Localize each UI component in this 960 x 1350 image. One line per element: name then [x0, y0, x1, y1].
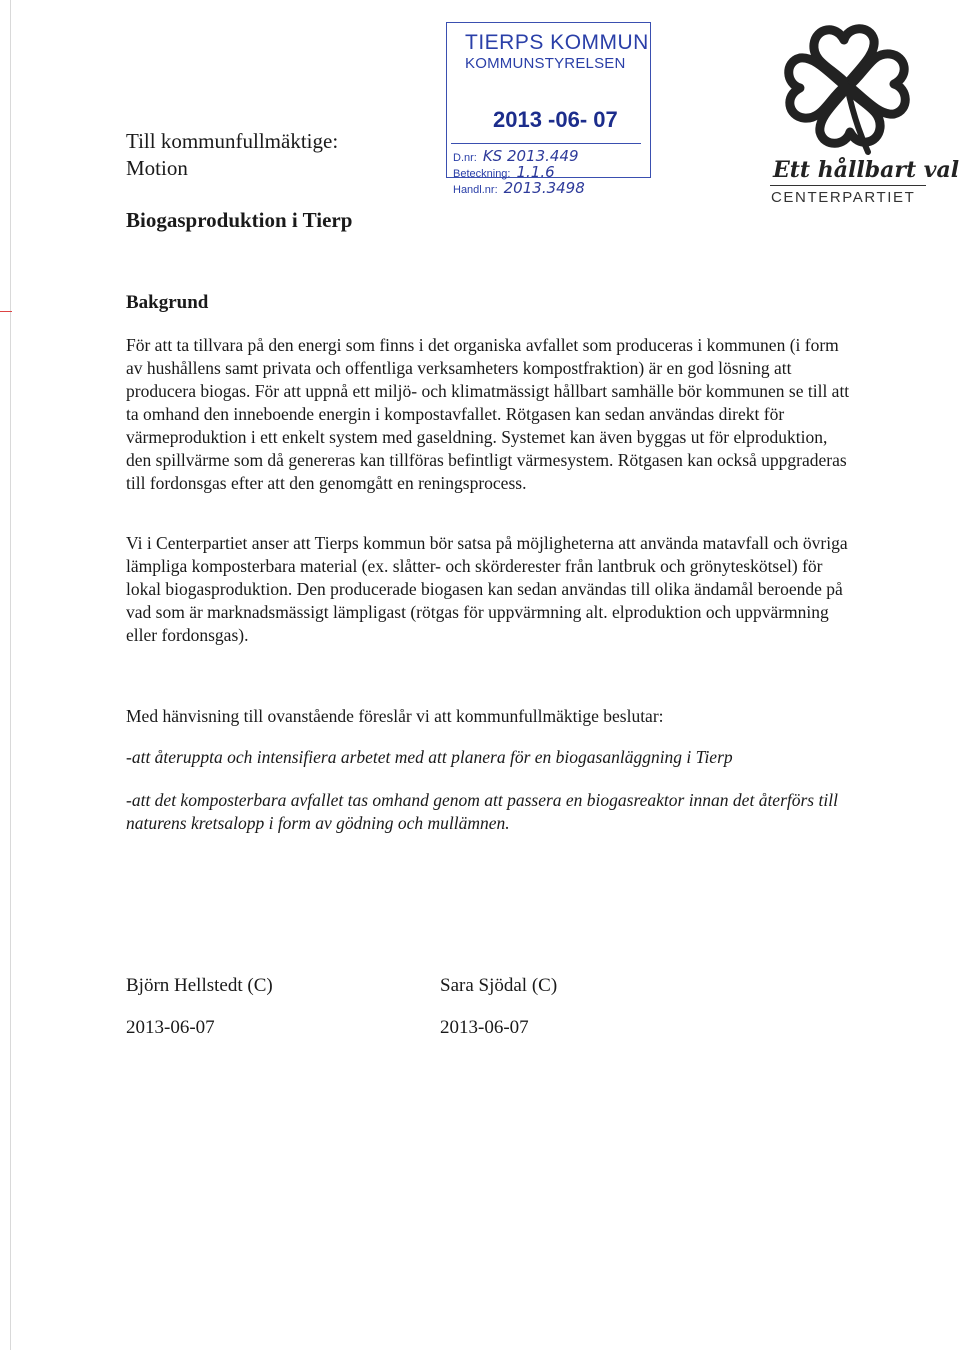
stamp-row-value: 2013.3498 — [503, 179, 585, 197]
proposal-item-1: -att återuppta och intensifiera arbetet med att planera för en biogasanläggning i Tierp — [126, 747, 733, 767]
signatory-name-1: Björn Hellstedt (C) — [126, 975, 273, 996]
proposal-item-2: -att det komposterbara avfallet tas omhand genom att passera en biogasreaktor innan det återförs till naturens kretsalopp i form av gödning och mullämnen. — [126, 790, 838, 833]
stamp-organization: TIERPS KOMMUN — [465, 31, 649, 54]
background-paragraph-1: För att ta tillvara på den energi som finns i det organiska avfallet som produceras i kommunen (i form av hushållens samt privata och offentliga verksamheters kompostfraktion) är en god lösning att producera biogas. För att uppnå ett miljö- och klimatmässigt hållbart samhälle bör kommunen se till att ta omhand den inneboende energin i kompostavfallet. Rötgasen kan sedan användas direkt för värmeproduktion i ett enkelt system med gaseldning. Systemet kan även byggas ut för elproduktion, den spillvärme som då genereras kan tillföras befintligt värmesystem. Rötgasen kan också uppgraderas till fordonsgas efter att den genomgått en reningsprocess. — [126, 335, 850, 493]
proposal-intro: Med hänvisning till ovanstående föreslår vi att kommunfullmäktige beslutar: — [126, 706, 664, 726]
party-slogan: Ett hållbart val — [773, 157, 960, 183]
stamp-row-value: KS 2013.449 — [482, 147, 579, 165]
stamp-row-handlnr — [453, 179, 585, 197]
scan-edge-mark — [0, 311, 12, 312]
section-heading-background: Bakgrund — [126, 292, 209, 313]
stamp-date: 2013 -06- 07 — [493, 107, 618, 132]
stamp-row-value: 1.1.6 — [516, 163, 555, 181]
document-title: Biogasproduktion i Tierp — [126, 208, 353, 232]
party-name: CENTERPARTIET — [771, 189, 916, 206]
signature-date-1: 2013-06-07 — [126, 1017, 215, 1038]
registration-stamp — [446, 22, 651, 197]
background-paragraph-2: Vi i Centerpartiet anser att Tierps kommun bör satsa på möjligheterna att använda matavfall och övriga lämpliga komposterbara material (ex. slåtter- och skörderester från lantbruk och grönyteskötsel) för lokal biogasproduktion. Den producerade biogasen kan sedan användas till olika ändamål beroende på vad som är marknadsmässigt lämpligast (rötgas för uppvärmning alt. elproduktion och uppvärmning eller fordonsgas). — [126, 533, 848, 645]
four-leaf-clover-icon — [772, 10, 922, 170]
signatory-name-2: Sara Sjödal (C) — [440, 975, 558, 996]
signature-date-2: 2013-06-07 — [440, 1017, 529, 1038]
stamp-row-label: Handl.nr: — [453, 184, 498, 196]
stamp-row-label: D.nr: — [453, 152, 477, 164]
stamp-department: KOMMUNSTYRELSEN — [465, 55, 626, 72]
logo-divider — [770, 185, 926, 186]
document-type: Motion — [126, 156, 188, 180]
stamp-row-label: Beteckning: — [453, 168, 511, 180]
stamp-divider — [451, 143, 641, 144]
addressee: Till kommunfullmäktige: — [126, 129, 339, 153]
scan-margin-line — [10, 0, 11, 1350]
